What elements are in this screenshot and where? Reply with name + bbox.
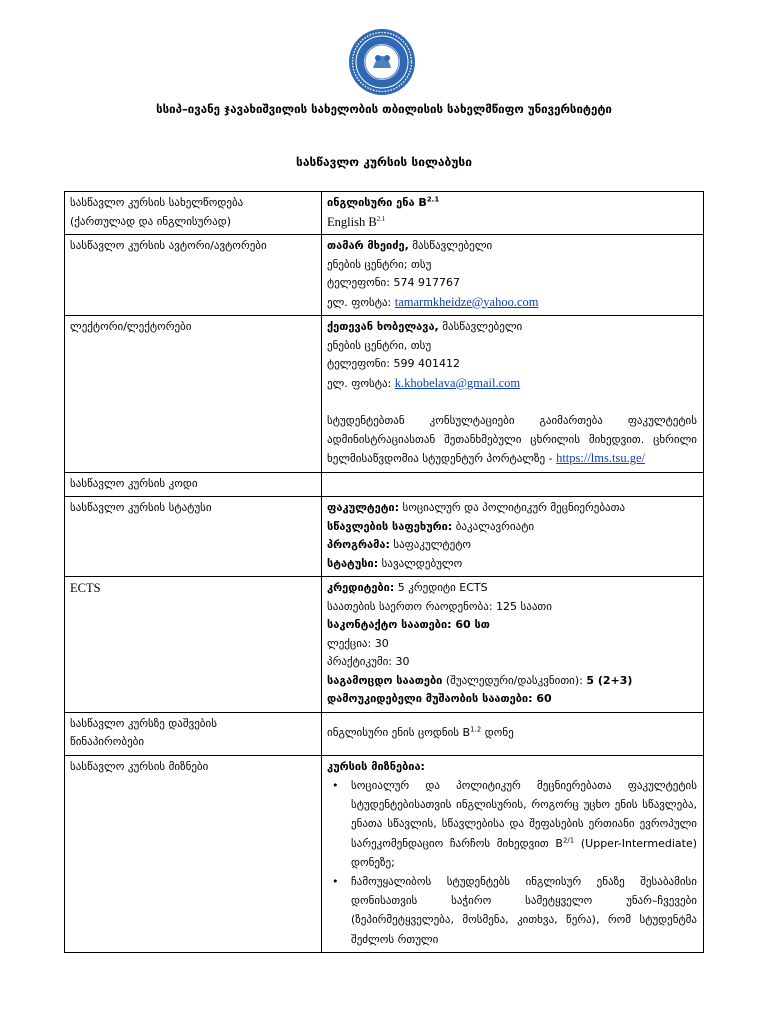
level-line [327, 518, 697, 537]
exam-note: (შუალედური/დასკვნითი): [442, 673, 587, 687]
lecturer-name: ქეთევან ხობელავა, [327, 320, 439, 333]
label-line: (ქართულად და ინგლისურად) [70, 214, 232, 228]
label-goals: სასწავლო კურსის მიზნები [65, 755, 322, 952]
goal-tail: (Upper-Intermediate) დონეზე; [351, 836, 697, 869]
label-line: წინაპირობები [70, 735, 145, 748]
label-lecturers: ლექტორი/ლექტორები [65, 316, 322, 473]
value-ects [322, 577, 704, 713]
author-line [327, 237, 697, 256]
phone-label: ტელეფონი: [327, 276, 394, 289]
university-name: სსიპ–ივანე ჯავახიშვილის სახელობის თბილისის სახელმწიფო უნივერსიტეტი [156, 102, 612, 116]
course-level-sup-en: 2.1 [376, 214, 386, 223]
status-line [327, 555, 697, 574]
prereq-tail: დონე [481, 725, 514, 739]
ects-label-text: ECTS [70, 581, 101, 595]
lecturer-dept: ენების ცენტრი, თსუ [327, 338, 432, 352]
goal-item [351, 776, 697, 872]
credits-line [327, 579, 697, 598]
label-course-name [65, 192, 322, 235]
lecturer-phone-line [327, 355, 697, 374]
total-hours: საათების საერთო რაოდენობა: 125 საათი [327, 599, 552, 613]
row-authors [65, 235, 704, 316]
level-label: სწავლების საფეხური: [327, 519, 453, 533]
consultation-note [327, 412, 697, 469]
goal-text: ჩამოუყალიბოს სტუდენტებს ინგლისურ ენაზე შესაბამისი დონისათვის საჭირო სამეტყველო უნარ–ჩვევები (ზეპირმეტყველება, მოსმენა, კითხვა, წერა), რომ სტუდენტმა შეძლოს რთული [351, 875, 697, 946]
course-level-sup: 2.1 [426, 195, 440, 204]
course-name-ka [327, 194, 697, 213]
label-authors: სასწავლო კურსის ავტორი/ავტორები [65, 235, 322, 316]
lecturer-role: მასწავლებელი [438, 320, 523, 333]
value-goals [322, 755, 704, 952]
email-label: ელ. ფოსტა: [327, 295, 395, 309]
syllabus-table [64, 191, 704, 953]
level-value: ბაკალავრიატი [452, 519, 535, 533]
author-email-line [327, 293, 697, 313]
label-line: სასწავლო კურსის სახელწოდება [70, 196, 244, 209]
document-title: სასწავლო კურსის სილაბუსი [296, 155, 472, 169]
author-name: თამარ მხეიძე, [327, 239, 409, 252]
course-name-en [327, 213, 697, 232]
row-goals [65, 755, 704, 952]
independent-hours: დამოუკიდებელი მუშაობის საათები: 60 [327, 692, 552, 705]
value-course-status [322, 497, 704, 577]
row-course-name [65, 192, 704, 235]
lecturer-email-line [327, 374, 697, 394]
author-dept: ენების ცენტრი; თსუ [327, 257, 432, 271]
program-label: პროგრამა: [327, 538, 390, 551]
email-label: ელ. ფოსტა: [327, 376, 395, 390]
row-lecturers [65, 316, 704, 473]
consultation-text: სტუდენტებთან კონსულტაციები გაიმართება ფაკულტეტის ადმინისტრაციასთან შეთანხმებული ცხრილის მიხედვით. ცხრილი ხელმისაწვდომია სტუდენტურ პორტალზე - [327, 414, 697, 465]
prereq-level-sup: 1.2 [470, 725, 482, 734]
phone-label: ტელეფონი: [327, 357, 394, 370]
label-course-code: სასწავლო კურსის კოდი [65, 472, 322, 497]
status-label: სტატუსი: [327, 556, 379, 570]
exam-hours-line [327, 672, 697, 691]
lecturer-email-link[interactable]: k.khobelava@gmail.com [394, 375, 521, 390]
faculty-line [327, 499, 697, 518]
label-ects [65, 577, 322, 713]
row-course-code [65, 472, 704, 497]
course-name-ka-text: ინგლისური ენა B [327, 196, 427, 209]
goal-item [351, 872, 697, 949]
label-course-status: სასწავლო კურსის სტატუსი [65, 497, 322, 577]
program-line [327, 536, 697, 555]
lecture-hours: ლექცია: 30 [327, 636, 389, 650]
practice-hours: პრაქტიკუმი: 30 [327, 655, 410, 668]
course-name-en-text: English B [327, 214, 377, 229]
goals-heading: კურსის მიზნებია: [327, 759, 425, 773]
program-value: საფაკულტეტო [389, 538, 472, 551]
exam-value: 5 (2+3) [586, 673, 633, 687]
status-value: სავალდებულო [378, 556, 463, 570]
lecturer-phone: 599 401412 [393, 357, 460, 370]
author-role: მასწავლებელი [408, 239, 493, 252]
credits-label: კრედიტები: [327, 581, 395, 594]
value-lecturers [322, 316, 704, 473]
lecturer-line [327, 318, 697, 337]
row-prerequisites [65, 712, 704, 755]
exam-label: საგამოცდო საათები [327, 673, 443, 687]
value-prerequisites [322, 712, 704, 755]
value-course-code [322, 472, 704, 497]
faculty-label: ფაკულტეტი: [327, 501, 399, 514]
goals-list [327, 776, 697, 949]
label-prerequisites [65, 712, 322, 755]
value-course-name [322, 192, 704, 235]
portal-link[interactable]: https://lms.tsu.ge/ [556, 451, 645, 465]
spacer [327, 393, 697, 412]
row-course-status [65, 497, 704, 577]
row-ects [65, 577, 704, 713]
contact-hours: საკონტაქტო საათები: 60 სთ [327, 618, 490, 631]
goal-text: სოციალურ და პოლიტიკურ მეცნიერებათა ფაკულტეტის სტუდენტებისათვის ინგლისურის, როგორც უცხო ენის სწავლება, ენათა სწავლის, სწავლებისა და შეფასების ერთიანი ევროპული სარეკომენდაციო ჩარჩოს მიხედვით B [351, 779, 697, 850]
credits-value: 5 კრედიტი ECTS [394, 581, 488, 594]
prereq-text: ინგლისური ენის ცოდნის B [327, 725, 471, 739]
value-authors [322, 235, 704, 316]
faculty-value: სოციალურ და პოლიტიკურ მეცნიერებათა [399, 501, 626, 514]
goal-level-sup: 2/1 [562, 835, 575, 844]
university-logo [348, 28, 416, 96]
author-phone: 574 917767 [393, 276, 460, 289]
label-line: სასწავლო კურსზე დაშვების [70, 716, 217, 730]
author-phone-line [327, 274, 697, 293]
author-email-link[interactable]: tamarmkheidze@yahoo.com [394, 294, 539, 309]
